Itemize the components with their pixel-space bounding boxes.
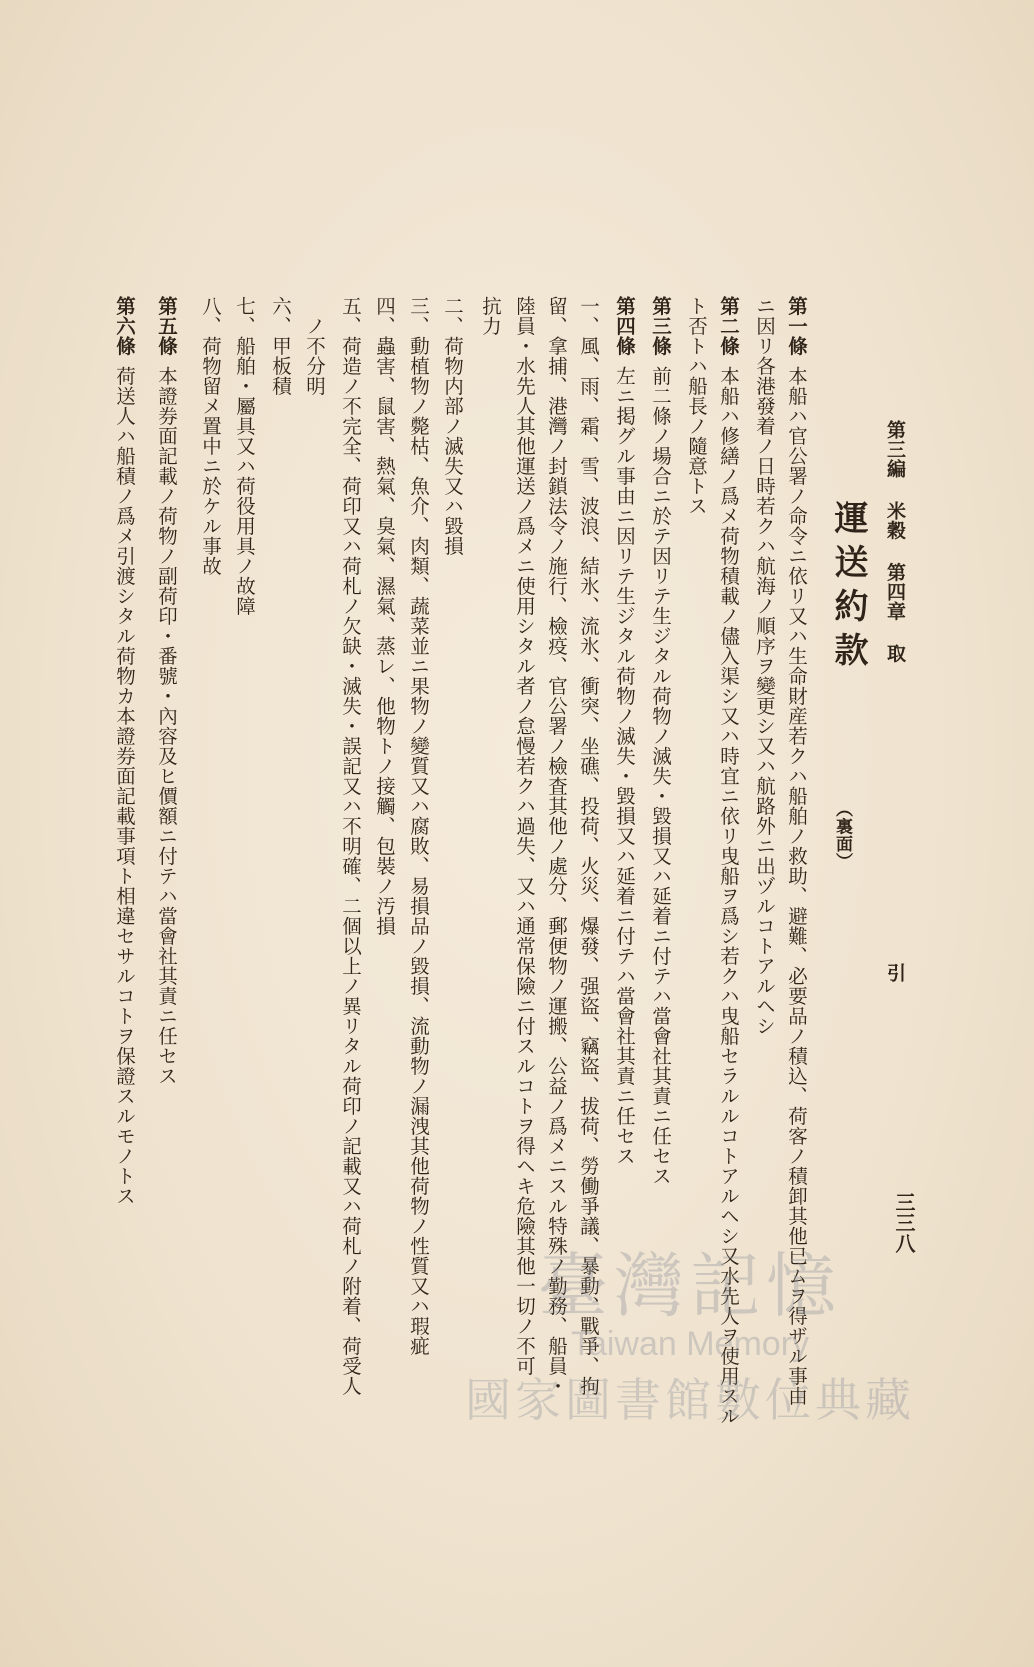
column-text: 左ニ掲グル事由ニ因リテ生ジタル荷物ノ滅失・毀損又ハ延着ニ付テハ當會社其責ニ任セス — [613, 366, 636, 1166]
text-column — [648, 296, 672, 1186]
text-column — [232, 296, 256, 616]
column-text: 本證券面記載ノ荷物ノ副荷印・番號・內容及ヒ價額ニ付テハ當會社其責ニ任セス — [155, 366, 178, 1086]
article-number: 第三條 — [649, 296, 672, 356]
column-text: 本船ハ修繕ノ爲メ荷物積載ノ儘入渠シ又ハ時宜ニ依リ曳船ヲ爲シ若クハ曳船セラルルコトアルヘシ又水先人ヲ使用スル — [717, 366, 740, 1426]
column-text: 七、船舶・屬具又ハ荷役用具ノ故障 — [233, 296, 256, 616]
watermark-en: Taiwan Memory — [570, 1325, 810, 1363]
column-text: 八、荷物留メ置中ニ於ケル事故 — [199, 296, 222, 576]
column-text: 本船ハ官公署ノ命令ニ依リ又ハ生命財産若クハ船舶ノ救助、避難、必要品ノ積込、荷客ノ積卸其他已ムヲ得ザル事由 — [785, 366, 808, 1406]
article-number: 第五條 — [155, 296, 178, 356]
section-title: 運送約款 — [828, 500, 868, 676]
column-text: 前二條ノ場合ニ於テ因リテ生ジタル荷物ノ滅失・毀損又ハ延着ニ付テハ當會社其責ニ任セス — [649, 366, 672, 1186]
column-text: 留、拿捕、港灣ノ封鎖法令ノ施行、檢疫、官公署ノ檢査其他ノ處分、郵便物ノ運搬、公益ノ爲メニスル特殊ノ勤務、船員・ — [545, 296, 568, 1396]
running-header — [883, 420, 907, 983]
header-chapter: 第三編 米穀 第四章 取 — [884, 420, 906, 663]
text-column — [512, 296, 536, 1376]
text-column — [478, 296, 502, 336]
library-watermark — [430, 1230, 950, 1430]
text-column — [440, 296, 464, 556]
column-text: ノ不分明 — [303, 316, 326, 396]
text-column — [684, 296, 708, 516]
column-text: 四、蟲害、鼠害、熱氣、臭氣、濕氣、蒸レ、他物トノ接觸、包裝ノ汚損 — [373, 296, 396, 936]
text-column — [302, 316, 326, 396]
article-number: 第二條 — [717, 296, 740, 356]
text-column — [612, 296, 636, 1166]
column-text: 抗力 — [479, 296, 502, 336]
watermark-sub: 國家圖書館數位典藏 — [465, 1373, 915, 1427]
column-text: 六、甲板積 — [269, 296, 292, 396]
text-column — [112, 296, 136, 1206]
watermark-cjk: 臺灣記憶 — [538, 1245, 842, 1327]
column-text: 陸員・水先人其他運送ノ爲メニ使用シタル者ノ怠慢若クハ過失、又ハ通常保險ニ付スルコトヲ得ヘキ危險其他一切ノ不可 — [513, 296, 536, 1376]
text-column — [154, 296, 178, 1086]
column-text: 一、風、雨、霜、雪、波浪、結氷、流氷、衝突、坐礁、投荷、火災、爆發、强盜、竊盜、拔荷、勞働爭議、暴動、戰爭、拘 — [577, 296, 600, 1396]
text-column — [372, 296, 396, 936]
column-text: 荷送人ハ船積ノ爲メ引渡シタル荷物カ本證券面記載事項ト相違セサルコトヲ保證スルモノトス — [113, 366, 136, 1206]
text-column — [406, 296, 430, 1356]
article-number: 第一條 — [785, 296, 808, 356]
column-text: 三、動植物ノ斃枯、魚介、肉類、蔬菜並ニ果物ノ變質又ハ腐敗、易損品ノ毀損、流動物ノ漏洩其他荷物ノ性質又ハ瑕疵 — [407, 296, 430, 1356]
text-column — [198, 296, 222, 576]
column-text: ニ因リ各港發着ノ日時若クハ航海ノ順序ヲ變更シ又ハ航路外ニ出ヅルコトアルヘシ — [753, 296, 776, 1036]
header-chapter-end: 引 — [884, 963, 906, 983]
article-number: 第四條 — [613, 296, 636, 356]
text-column — [752, 296, 776, 1036]
column-text: 五、荷造ノ不完全、荷印又ハ荷札ノ欠缺・滅失・誤記又ハ不明確、二個以上ノ異リタル荷印ノ記載又ハ荷札ノ附着、荷受人 — [339, 296, 362, 1396]
article-number: 第六條 — [113, 296, 136, 356]
column-text: 二、荷物内部ノ滅失又ハ毀損 — [441, 296, 464, 556]
text-column — [268, 296, 292, 396]
text-column — [338, 296, 362, 1396]
page-number: 三三八 — [892, 1192, 916, 1254]
section-subtitle: （裏面） — [832, 800, 852, 870]
column-text: ト否トハ船長ノ隨意トス — [685, 296, 708, 516]
